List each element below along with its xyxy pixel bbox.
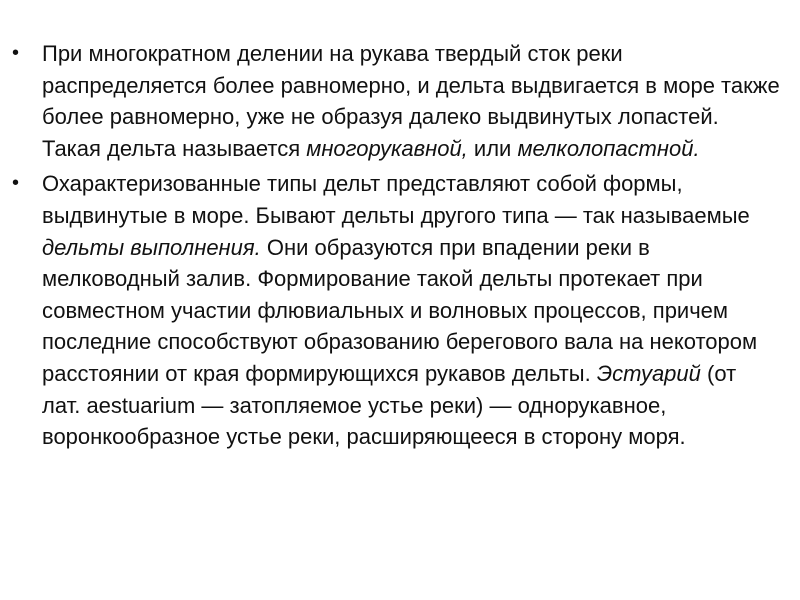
bullet-item-deltas-multi-branch xyxy=(12,38,780,164)
bullet-list xyxy=(12,38,780,453)
bullet-marker: • xyxy=(12,42,20,64)
bullet-marker: • xyxy=(12,172,20,195)
bullet-text-segment: При многократном делении на рукава твердый сток реки распределяется более равномерно, и дельта выдвигается в море также более равномерно, уже не образуя далеко выдвинутых лопастей. Такая дельта называется xyxy=(42,41,780,161)
bullet-item-delta-types xyxy=(12,168,780,452)
bullet-text-segment: (от лат. aestuarium — затопляемое устье реки) — однорукавное, воронкообразное устье реки, расширяющееся в сторону моря. xyxy=(42,360,737,450)
term-infill-deltas: дельты выполнения. xyxy=(42,234,261,260)
term-estuary: Эстуарий xyxy=(596,360,701,386)
bullet-text-segment: Они образуются при впадении реки в мелководный залив. Формирование такой дельты протекает при совместном участии флювиальных и волновых процессов, причем последние способствуют образованию берегового вала на некотором расстоянии от края формирующихся рукавов дельты. xyxy=(42,234,758,386)
term-small-lobed: мелколопастной. xyxy=(517,135,700,161)
term-multi-branch: многорукавной, xyxy=(306,135,468,161)
bullet-text-segment: Охарактеризованные типы дельт представляют собой формы, выдвинутые в море. Бывают дельты другого типа — так называемые xyxy=(42,171,750,228)
bullet-text-segment: или xyxy=(467,135,518,161)
